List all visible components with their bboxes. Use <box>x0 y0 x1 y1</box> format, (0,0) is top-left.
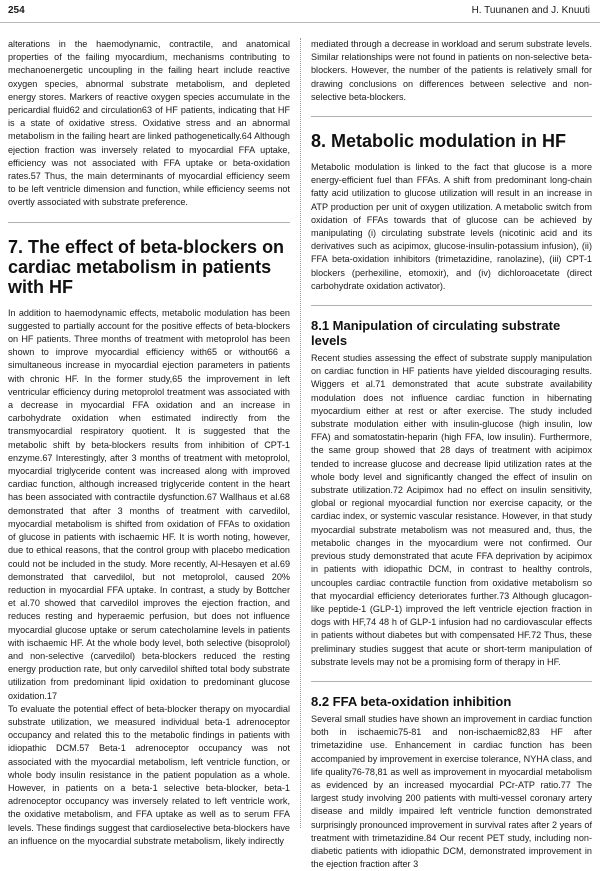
left-column <box>8 38 290 848</box>
section-8-heading: 8. Metabolic modulation in HF <box>311 131 567 152</box>
subsection-divider <box>311 305 592 306</box>
intro-paragraph: alterations in the haemodynamic, contractile, and anatomical properties of the failing myocardium, mechanisms contributing to mechanoenergetic uncoupling in the failing heart include reactive oxygen species, abnormal substrate metabolism, and depleted energy stores. Markers of reactive oxygen species accumulate in the pericardial fluid62 and circulation63 of HF patients, indicating that HF is a state of oxidative stress. Oxidative stress and an abnormal metabolism in the failing heart are linked pathogenetically.64 Although ejection fraction was inversely related to myocardial FFA uptake, efficiency was not associated with FFA uptake or beta-oxidation rates.57 Thus, the main determinants of myocardial efficiency seem to be left ventricle dimension and function, while efficiency seems not overtly associated with substrate preference. <box>8 39 290 208</box>
continued-paragraph: mediated through a decrease in workload and serum substrate levels. Similar relationships were not found in patients on non-selective beta-blockers. However, the number of the patients is relatively small for drawing conclusions on differences between selective and non-selective beta-blockers. <box>311 39 592 102</box>
section-divider <box>311 116 592 117</box>
page-number: 254 <box>8 5 25 16</box>
section-8-2-heading: 8.2 FFA beta-oxidation inhibition <box>311 693 512 709</box>
section-8-1-heading: 8.1 Manipulation of circulating substrate levels <box>311 318 561 349</box>
section-divider <box>8 222 290 223</box>
page-header <box>0 0 600 23</box>
section-7-heading: 7. The effect of beta-blockers on cardiac metabolism in patients with HF <box>8 236 285 297</box>
running-head: H. Tuunanen and J. Knuuti <box>471 5 590 16</box>
section-7-paragraph-1: In addition to haemodynamic effects, metabolic modulation has been suggested to partially account for the positive effects of beta-blockers on HF patients. Three months of treatment with metoprolol has been shown to improve myocardial efficiency with65 or without66 a simultaneous increase in myocardial ejection parameters in patients with chronic HF. In the former study,65 the improvement in left ventricular efficiency during metoprolol treatment was associated with a decrease in myocardial FFA oxidation and an increase in carbohydrate oxidation when estimated indirectly from the transmyocardial respiratory quotient. It is suggested that the metabolic shift by beta-blockers results from inhibition of CPT-1 enzyme.67 Interestingly, after 3 months of treatment with metoprolol, myocardial triglyceride content was increased along with improved cardiac function, although increased triglyceride content in the heart has been associated with contractile dysfunction.67 Wallhaus et al.68 demonstrated that after 3 months of treatment with carvedilol, myocardial metabolism is shifted from oxidation of FFAs to oxidation of glucose in patients with ischaemic HF. It is worth noting, however, due to ethical reasons, that the control group with placebo medication could not be included in the study. More recently, Al-Hesayen et al.69 demonstrated that carvedilol, but not metoprolol, caused 20% reduction in myocardial FFA uptake. In contrast, a study by Bottcher et al.70 showed that carvedilol improves the ejection fraction, and reduces resting and hyperaemic perfusion, but does not influence myocardial glucose uptake or serum catecholamine levels in patients with ischaemic HF. At the whole body level, both selective (bisoprolol) and non-selective (carvedilol) beta-blockers reduced the resting energy production rate, but only carvedilol shifted total body substrate utilization from predominant lipid oxidation to predominant glucose oxidation.17 <box>8 307 290 701</box>
right-column <box>311 38 592 871</box>
section-8-paragraph: Metabolic modulation is linked to the fact that glucose is a more energy-efficient fuel than FFAs. A shift from predominant long-chain fatty acid utilization to glucose utilization will result in an increase in ATP production per unit of oxygen utilization. A metabolic switch from oxidation of FFAs towards that of glucose can be achieved by manipulating (i) circulating substrate levels (nicotinic acid and its derivatives such as acipimox, glucose-insulin-potassium infusion), (ii) FFA beta-oxidation inhibitors (trimetazidine, ranolazine), (iii) CPT-1 blockers (perhexiline, etomoxir), and (iv) dichloroacetate (direct carbohydrate oxidation activator). <box>311 162 592 291</box>
section-8-1-paragraph: Recent studies assessing the effect of substrate supply manipulation on cardiac function in HF patients have yielded discouraging results. Wiggers et al.71 demonstrated that acute substrate availability modulation does not influence cardiac function in hibernating myocardium either at rest or after exercise. The study included substrate modulation either with insulin-glucose (high insulin, low FFA) and somatostatin-heparin (high FFA, low insulin). Furthermore, the same group showed that 28 days of treatment with acipimox tended to increase glucose and decrease lipid utilization rates at the whole body level and significantly changed the effect of insulin on substrate utilization.72 Acipimox had no effect on insulin sensitivity, global or regional myocardial function nor exercise capacity, or the cardiac index, or systemic vascular resistance. However, in that study myocardial substrate metabolism was not measured and, thus, the metabolic changes in the myocardium were not confirmed. Our previous study demonstrated that acute FFA deprivation by acipimox in patients with idiopathic DCM, in contrast to healthy controls, uncouples cardiac contractile function from oxidative metabolism so that myocardial efficiency deteriorates further.73 Although glucagon-like peptide-1 (GLP-1) improved the left ventricle ejection fraction in dogs with HF,74 48 h of GLP-1 infusion had no cardiovascular effects in patients without diabetes but with compensated HF.72 Thus, these preliminary studies suggest that acute or short-term manipulation of substrate levels may not be a promising form of therapy in HF. <box>311 353 592 667</box>
section-7-paragraph-2: To evaluate the potential effect of beta-blocker therapy on myocardial substrate utilization, we measured individual beta-1 adrenoceptor occupancy and related this to the metabolic findings in patients with idiopathic DCM.57 Beta-1 adrenoceptor occupancy was not associated with the myocardial metabolism, left ventricle function, or whole body insulin resistance in the patient population as a whole. However, in patients on a beta-1 selective beta-blocker, beta-1 adrenoceptor occupancy was inversely related to left ventricle work, the oxidative metabolism, and FFA uptake as well as to serum FFA levels. These findings suggest that cardioselective beta-blockers have an influence on the myocardial substrate metabolism, likely indirectly <box>8 703 290 846</box>
column-divider <box>300 38 301 828</box>
subsection-divider <box>311 681 592 682</box>
section-8-2-paragraph: Several small studies have shown an improvement in cardiac function both in ischaemic75-81 and non-ischaemic82,83 HF after trimetazidine use. Enhancement in cardiac function has been accompanied by improvement in exercise tolerance, NYHA class, and life quality76-78,81 as well as improvement in myocardial metabolism as evidenced by an increased myocardial PCr-ATP ratio.77 The largest study involving 200 patients with multi-vessel coronary artery disease and mildly impaired left ventricle function demonstrated surprisingly pronounced improvement in survival rates after 2 years of treatment with trimetazidine.84 Our recent PET study, including non-diabetic patients with idiopathic DCM, demonstrated improvement in the ejection fraction after 3 <box>311 713 592 870</box>
